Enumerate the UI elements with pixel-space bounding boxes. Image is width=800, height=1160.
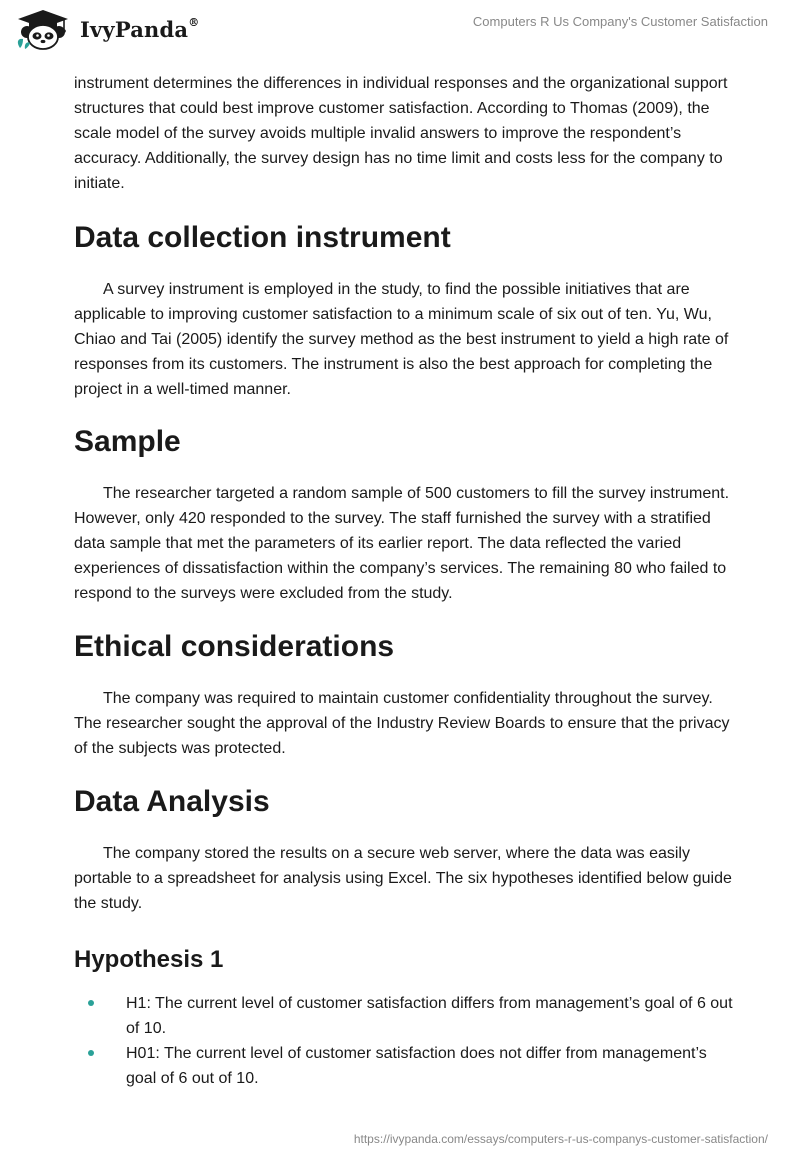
list-item [74, 991, 734, 1041]
hypothesis-text: H1: The current level of customer satisfaction differs from management’s goal of 6 out of 10. [126, 995, 733, 1037]
paragraph-sample: The researcher targeted a random sample of 500 customers to fill the survey instrument. However, only 420 responded to the survey. The staff furnished the survey with a stratified data sample that met the parameters of its earlier report. The data reflected the varied experiences of dissatisfaction within the company’s services. The remaining 80 who failed to respond to the surveys were excluded from the study. [74, 485, 730, 602]
article-body [74, 71, 734, 1091]
list-item [74, 1041, 734, 1091]
registered-mark: ® [188, 15, 200, 29]
heading-sample: Sample [74, 425, 181, 458]
brand-logo[interactable] [14, 8, 199, 50]
heading-ethical-considerations: Ethical considerations [74, 630, 395, 663]
bullet-dot-icon [88, 1050, 94, 1056]
paragraph-data-collection-instrument: A survey instrument is employed in the study, to find the possible initiatives that are applicable to improving customer satisfaction to a minimum scale of six out of ten. Yu, Wu, Chiao and Tai (2005) identify the survey method as the best instrument to yield a high rate of responses from its customers. The instrument is also the best approach for completing the project in a well-timed manner. [74, 281, 729, 398]
heading-data-analysis: Data Analysis [74, 785, 270, 818]
heading-data-collection-instrument: Data collection instrument [74, 221, 451, 254]
bullet-dot-icon [88, 1000, 94, 1006]
panda-graduate-logo-icon [14, 8, 74, 50]
paragraph-ethical-considerations: The company was required to maintain customer confidentiality throughout the survey. The researcher sought the approval of the Industry Review Boards to ensure that the privacy of the subjects was protected. [74, 690, 730, 757]
brand-name: IvyPanda® [80, 15, 200, 42]
source-url[interactable]: https://ivypanda.com/essays/computers-r-us-companys-customer-satisfaction/ [353, 1132, 768, 1146]
heading-hypothesis-1: Hypothesis 1 [74, 946, 224, 973]
paragraph-data-analysis: The company stored the results on a secure web server, where the data was easily portable to a spreadsheet for analysis using Excel. The six hypotheses identified below guide the study. [74, 845, 732, 912]
hypothesis-text: H01: The current level of customer satisfaction does not differ from management’s goal of 6 out of 10. [126, 1045, 707, 1087]
page-header [0, 0, 800, 60]
hypothesis-list [74, 991, 734, 1091]
intro-paragraph: instrument determines the differences in individual responses and the organizational support structures that could best improve customer satisfaction. According to Thomas (2009), the scale model of the survey avoids multiple invalid answers to improve the respondent’s accuracy. Additionally, the survey design has no time limit and costs less for the company to initiate. [74, 75, 728, 192]
document-title: Computers R Us Company's Customer Satisfaction [472, 14, 768, 29]
